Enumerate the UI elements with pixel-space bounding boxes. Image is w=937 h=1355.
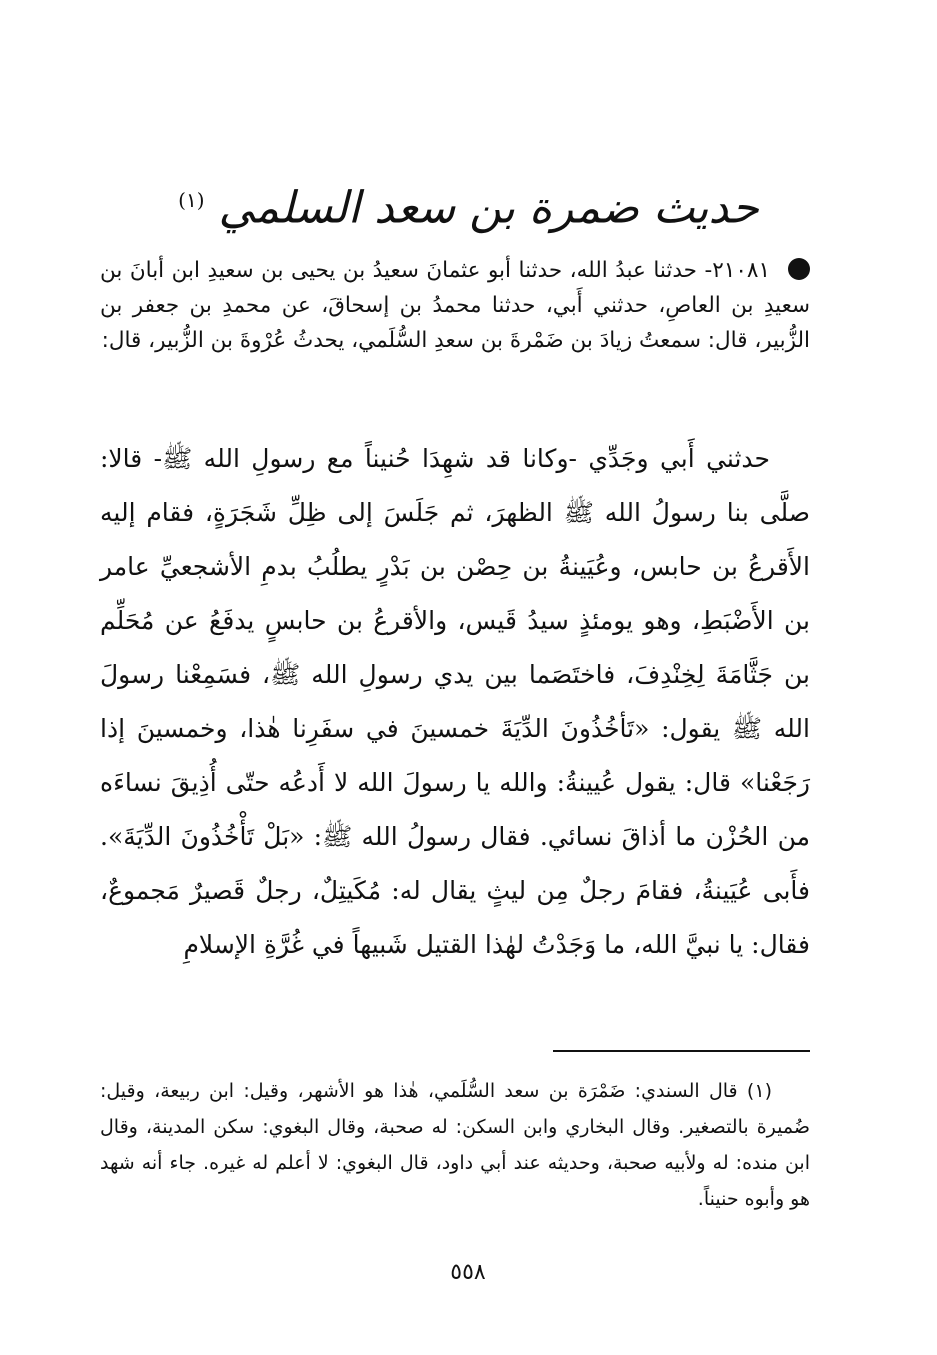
page-number: ٥٥٨ bbox=[450, 1260, 486, 1285]
hadith-chain-text: ٢١٠٨١- حدثنا عبدُ الله، حدثنا أبو عثمانَ سعيدُ بن يحيى بن سعيدِ ابن أبانَ بن سعيدِ بن العاصِ، حدثني أَبي، حدثنا محمدُ بن إسحاقَ، عن محمدِ بن جعفر بن الزُّبير، قال: سمعتُ زيادَ بن ضَمْرةَ بن سعدِ السُّلَمي، يحدثُ عُرْوةَ بن الزُّبير، قال: bbox=[100, 258, 810, 353]
hadith-chain-paragraph bbox=[100, 253, 810, 358]
footnote-separator bbox=[553, 1050, 810, 1052]
footnote-text: (١) قال السندي: ضَمْرَة بن سعد السُّلَمي، هٰذا هو الأشهر، وقيل: ابن ربيعة، وقيل: ضُميرة بالتصغير. وقال البخاري وابن السكن: له صحبة، وقال البغوي: سكن المدينة، وقال ابن منده: له ولأبيه صحبة، وحديثه عند أبي داود، قال البغوي: لا أعلم له غيره. جاء أنه شهد هو وأبوه حنيناً. bbox=[100, 1080, 810, 1210]
heading-footnote-marker: (١) bbox=[178, 188, 205, 212]
bullet-dot-icon bbox=[788, 258, 810, 280]
hadith-body-text: حدثني أَبي وجَدِّي -وكانا قد شهِدَا حُنيناً مع رسولِ الله ﷺ- قالا: صلَّى بنا رسولُ الله ﷺ الظهرَ، ثم جَلَسَ إلى ظِلِّ شَجَرَةٍ، فقام إليه الأَقرعُ بن حابس، وعُيَينةُ بن حِصْن بن بَدْرٍ يطلُبُ بدمِ الأشجعيِّ عامر بن الأَضْبَطِ، وهو يومئذٍ سيدُ قَيس، والأقرعُ بن حابسٍ يدفَعُ عن مُحَلِّم بن جَثَّامَةَ لِخِنْدِفَ، فاختَصَما بين يدي رسولِ الله ﷺ، فسَمِعْنا رسولَ الله ﷺ يقول: «تَأخُذُونَ الدِّيَةَ خمسينَ في سفَرِنا هٰذا، وخمسينَ إذا رَجَعْنا» قال: يقول عُيينةُ: والله يا رسولَ الله لا أَدعُه حتّى أُذِيقَ نساءَه من الحُزْن ما أذاقَ نسائي. فقال رسولُ الله ﷺ: «بَلْ تَأْخُذُونَ الدِّيَةَ». فأَبى عُيَينةُ، فقامَ رجلٌ مِن ليثٍ يقال له: مُكَيتِلٌ، رجلٌ قَصيرٌ مَجموعٌ، فقال: يا نبيَّ الله، ما وَجَدْتُ لهٰذا القتيل شَبيهاً في غُرَّةِ الإسلامِ bbox=[100, 444, 810, 959]
footnote bbox=[100, 1073, 810, 1217]
chapter-heading bbox=[100, 160, 837, 249]
hadith-text-paragraph bbox=[100, 432, 810, 972]
chapter-heading-text: حديث ضمرة بن سعد السلمي bbox=[218, 182, 759, 234]
